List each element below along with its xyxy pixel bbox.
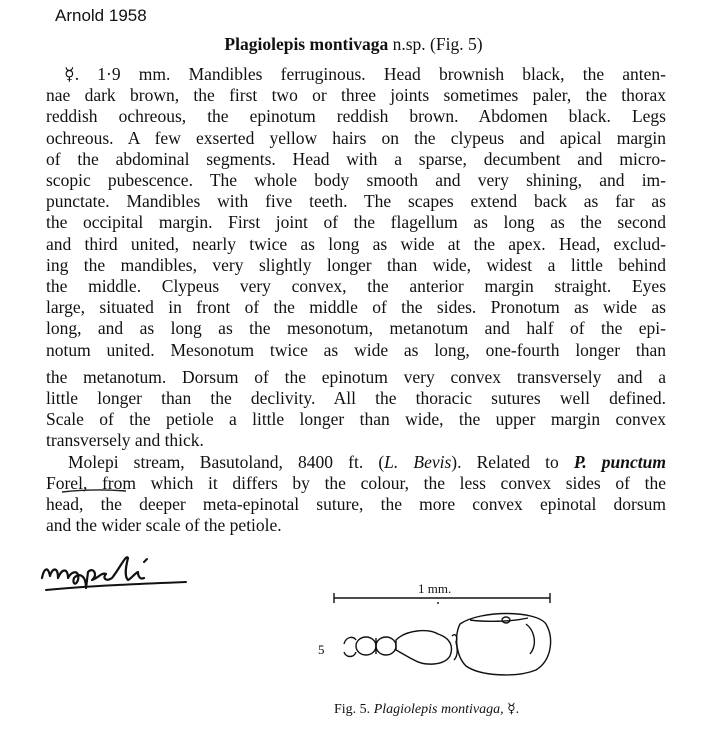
scale-bar [334,593,550,604]
text-line: the middle. Clypeus very convex, the anterior margin straight. Eyes [46,276,666,297]
handwritten-signature [36,548,196,608]
species-title [0,34,707,55]
text-line: and third united, nearly twice as long as wide at the apex. Head, exclud- [46,233,666,254]
locality-line [46,452,666,473]
text-line: ochreous. A few exserted yellow hairs on the clypeus and apical margin [46,127,666,148]
text-line: Forel, from which it differs by the colour, the less convex sides of the [46,472,666,493]
text-line: and the wider scale of the petiole. [46,515,282,536]
text-line: ing the mandibles, very slightly longer than wide, widest a little behind [46,254,666,275]
text-line: large, situated in front of the middle of the sides. Pronotum as wide as [46,297,666,318]
text-line: Scale of the petiole a little longer than wide, the upper margin convex [46,409,666,430]
text-line: little longer than the declivity. All the thoracic sutures well defined. [46,388,666,409]
related-species: P. punctum [573,451,667,472]
text-line: reddish ochreous, the epinotum reddish brown. Abdomen black. Legs [46,106,666,127]
figure-number: 5 [318,642,325,657]
specimen-figure [310,580,570,680]
text-line: the metanotum. Dorsum of the epinotum very convex transversely and a [46,366,666,387]
text-line: of the abdominal segments. Head with a sparse, decumbent and micro- [46,148,666,169]
text-line: scopic pubescence. The whole body smooth and very shining, and im- [46,170,666,191]
text-line: the occipital margin. First joint of the flagellum as long as the second [46,212,666,233]
text-line: ☿. 1·9 mm. Mandibles ferruginous. Head brownish black, the anten- [64,64,666,84]
description-text [46,64,666,536]
title-suffix: n.sp. (Fig. 5) [388,34,483,54]
figure-caption [334,701,519,718]
header-label: Arnold 1958 [55,6,147,25]
species-name: Plagiolepis montivaga [224,34,389,54]
text-line: notum united. Mesonotum twice as wide as long, one-fourth longer than [46,339,666,360]
text-line: transversely and thick. [46,430,204,451]
locality-place: Molepi stream, Basutoland, 8400 ft. ( [68,451,385,472]
text-line: punctate. Mandibles with five teeth. The scapes extend back as far as [46,191,666,212]
handwritten-underline [60,486,130,512]
ant-body [344,614,551,675]
scale-label: 1 mm. [418,581,452,596]
collector-name: L. Bevis [384,451,452,472]
caption-species: Plagiolepis montivaga [373,702,501,717]
text-line: head, the deeper meta-epinotal suture, the more convex epinotal dorsum [46,494,666,515]
text-line: long, and as long as the mesonotum, metanotum and half of the epi- [46,318,666,339]
locality-mid: ). Related to [451,451,574,472]
text-line: nae dark brown, the first two or three joints sometimes paler, the thorax [46,85,666,106]
caption-prefix: Fig. 5. [334,702,374,717]
caption-suffix: , ☿. [500,702,520,717]
